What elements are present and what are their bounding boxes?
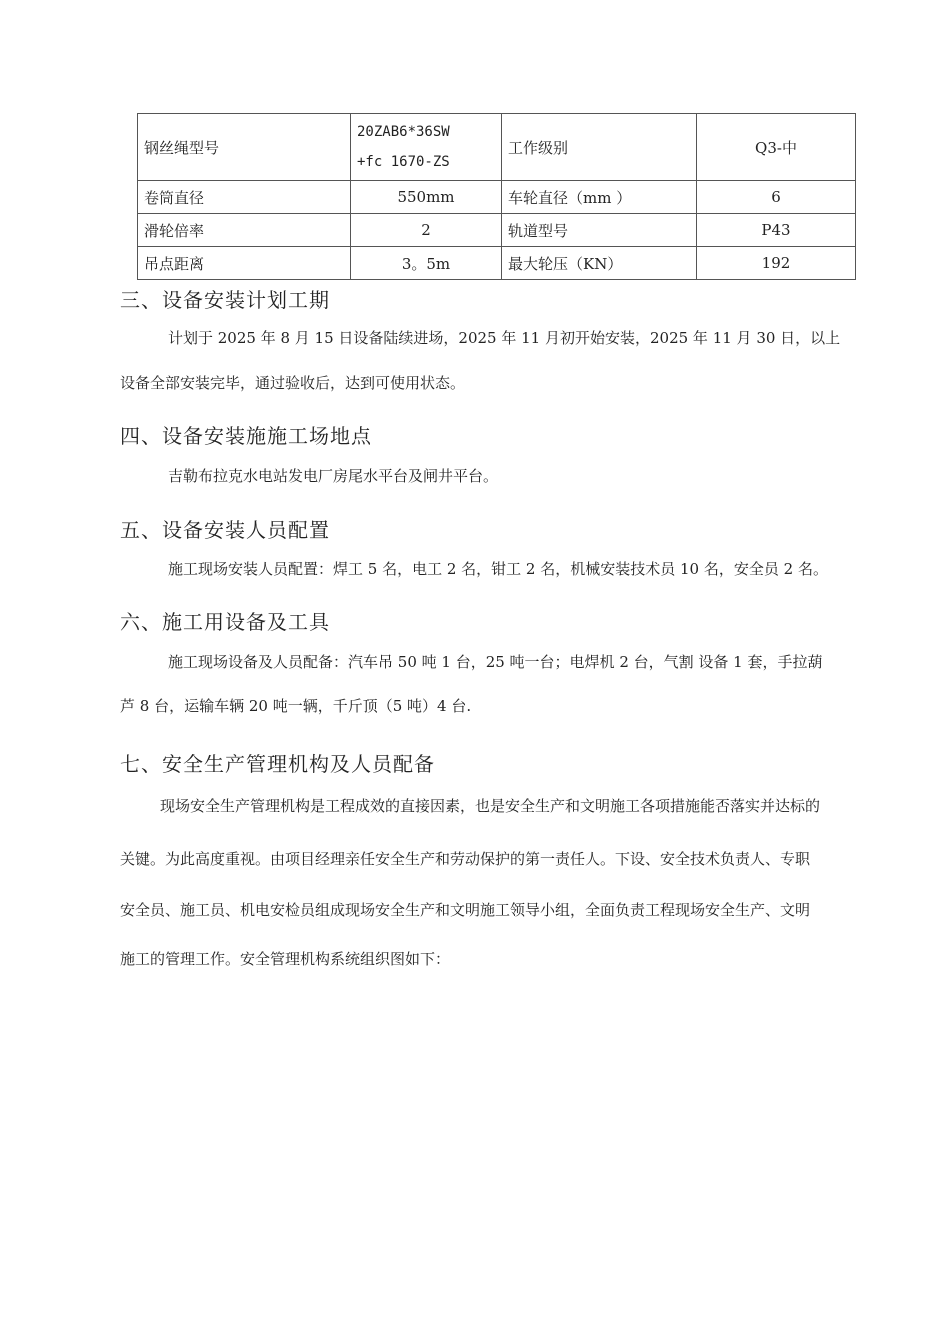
paragraph-line: 计划于 2025 年 8 月 15 日设备陆续进场，2025 年 11 月初开始安装，2025 年 11 月 30 日，以上 xyxy=(168,329,841,347)
table-cell-value: 192 xyxy=(697,247,856,280)
table-cell-label: 吊点距离 xyxy=(138,247,351,280)
paragraph-line: 施工现场设备及人员配备：汽车吊 50 吨 1 台，25 吨一台；电焊机 2 台，气割 设备 1 套，手拉葫 xyxy=(168,653,823,671)
paragraph-line: 关键。为此高度重视。由项目经理亲任安全生产和劳动保护的第一责任人。下设、安全技术负责人、专职 xyxy=(120,850,811,868)
section-heading: 七、安全生产管理机构及人员配备 xyxy=(120,752,435,776)
table-cell-label: 工作级别 xyxy=(502,114,697,181)
paragraph-line: 施工现场安装人员配置：焊工 5 名，电工 2 名，钳工 2 名，机械安装技术员 10 名，安全员 2 名。 xyxy=(168,560,828,578)
section-heading: 五、设备安装人员配置 xyxy=(120,518,330,542)
equipment-spec-table xyxy=(137,113,856,280)
paragraph-line: 现场安全生产管理机构是工程成效的直接因素，也是安全生产和文明施工各项措施能否落实并达标的 xyxy=(160,797,821,815)
table-row xyxy=(138,247,856,280)
table-cell-value: 550mm xyxy=(351,181,502,214)
table-cell-value: 3。5m xyxy=(351,247,502,280)
table-cell-value: 2 xyxy=(351,214,502,247)
paragraph-line: 施工的管理工作。安全管理机构系统组织图如下： xyxy=(120,950,451,968)
table-row xyxy=(138,214,856,247)
paragraph-line: 芦 8 台，运输车辆 20 吨一辆，千斤顶（5 吨）4 台. xyxy=(120,697,472,715)
table-cell-value xyxy=(351,114,502,181)
section-heading: 四、设备安装施施工场地点 xyxy=(120,424,372,448)
table-cell-value: P43 xyxy=(697,214,856,247)
table-cell-label: 最大轮压（KN） xyxy=(502,247,697,280)
section-heading: 六、施工用设备及工具 xyxy=(120,610,330,634)
table-cell-label: 轨道型号 xyxy=(502,214,697,247)
table-cell-value-line: +fc 1670-ZS xyxy=(357,154,450,170)
table-cell-label: 车轮直径（mm ） xyxy=(502,181,697,214)
paragraph-line: 设备全部安装完毕，通过验收后，达到可使用状态。 xyxy=(120,374,466,392)
table-cell-value: Q3-中 xyxy=(697,114,856,181)
paragraph-line: 吉勒布拉克水电站发电厂房尾水平台及闸井平台。 xyxy=(168,467,499,485)
table-row xyxy=(138,114,856,181)
table-cell-value-line: 20ZAB6*36SW xyxy=(357,124,450,140)
table-cell-label: 卷筒直径 xyxy=(138,181,351,214)
table-row xyxy=(138,181,856,214)
table-cell-label: 钢丝绳型号 xyxy=(138,114,351,181)
table-cell-value: 6 xyxy=(697,181,856,214)
section-heading: 三、设备安装计划工期 xyxy=(120,288,330,312)
paragraph-line: 安全员、施工员、机电安检员组成现场安全生产和文明施工领导小组，全面负责工程现场安全生产、文明 xyxy=(120,901,811,919)
table-cell-label: 滑轮倍率 xyxy=(138,214,351,247)
